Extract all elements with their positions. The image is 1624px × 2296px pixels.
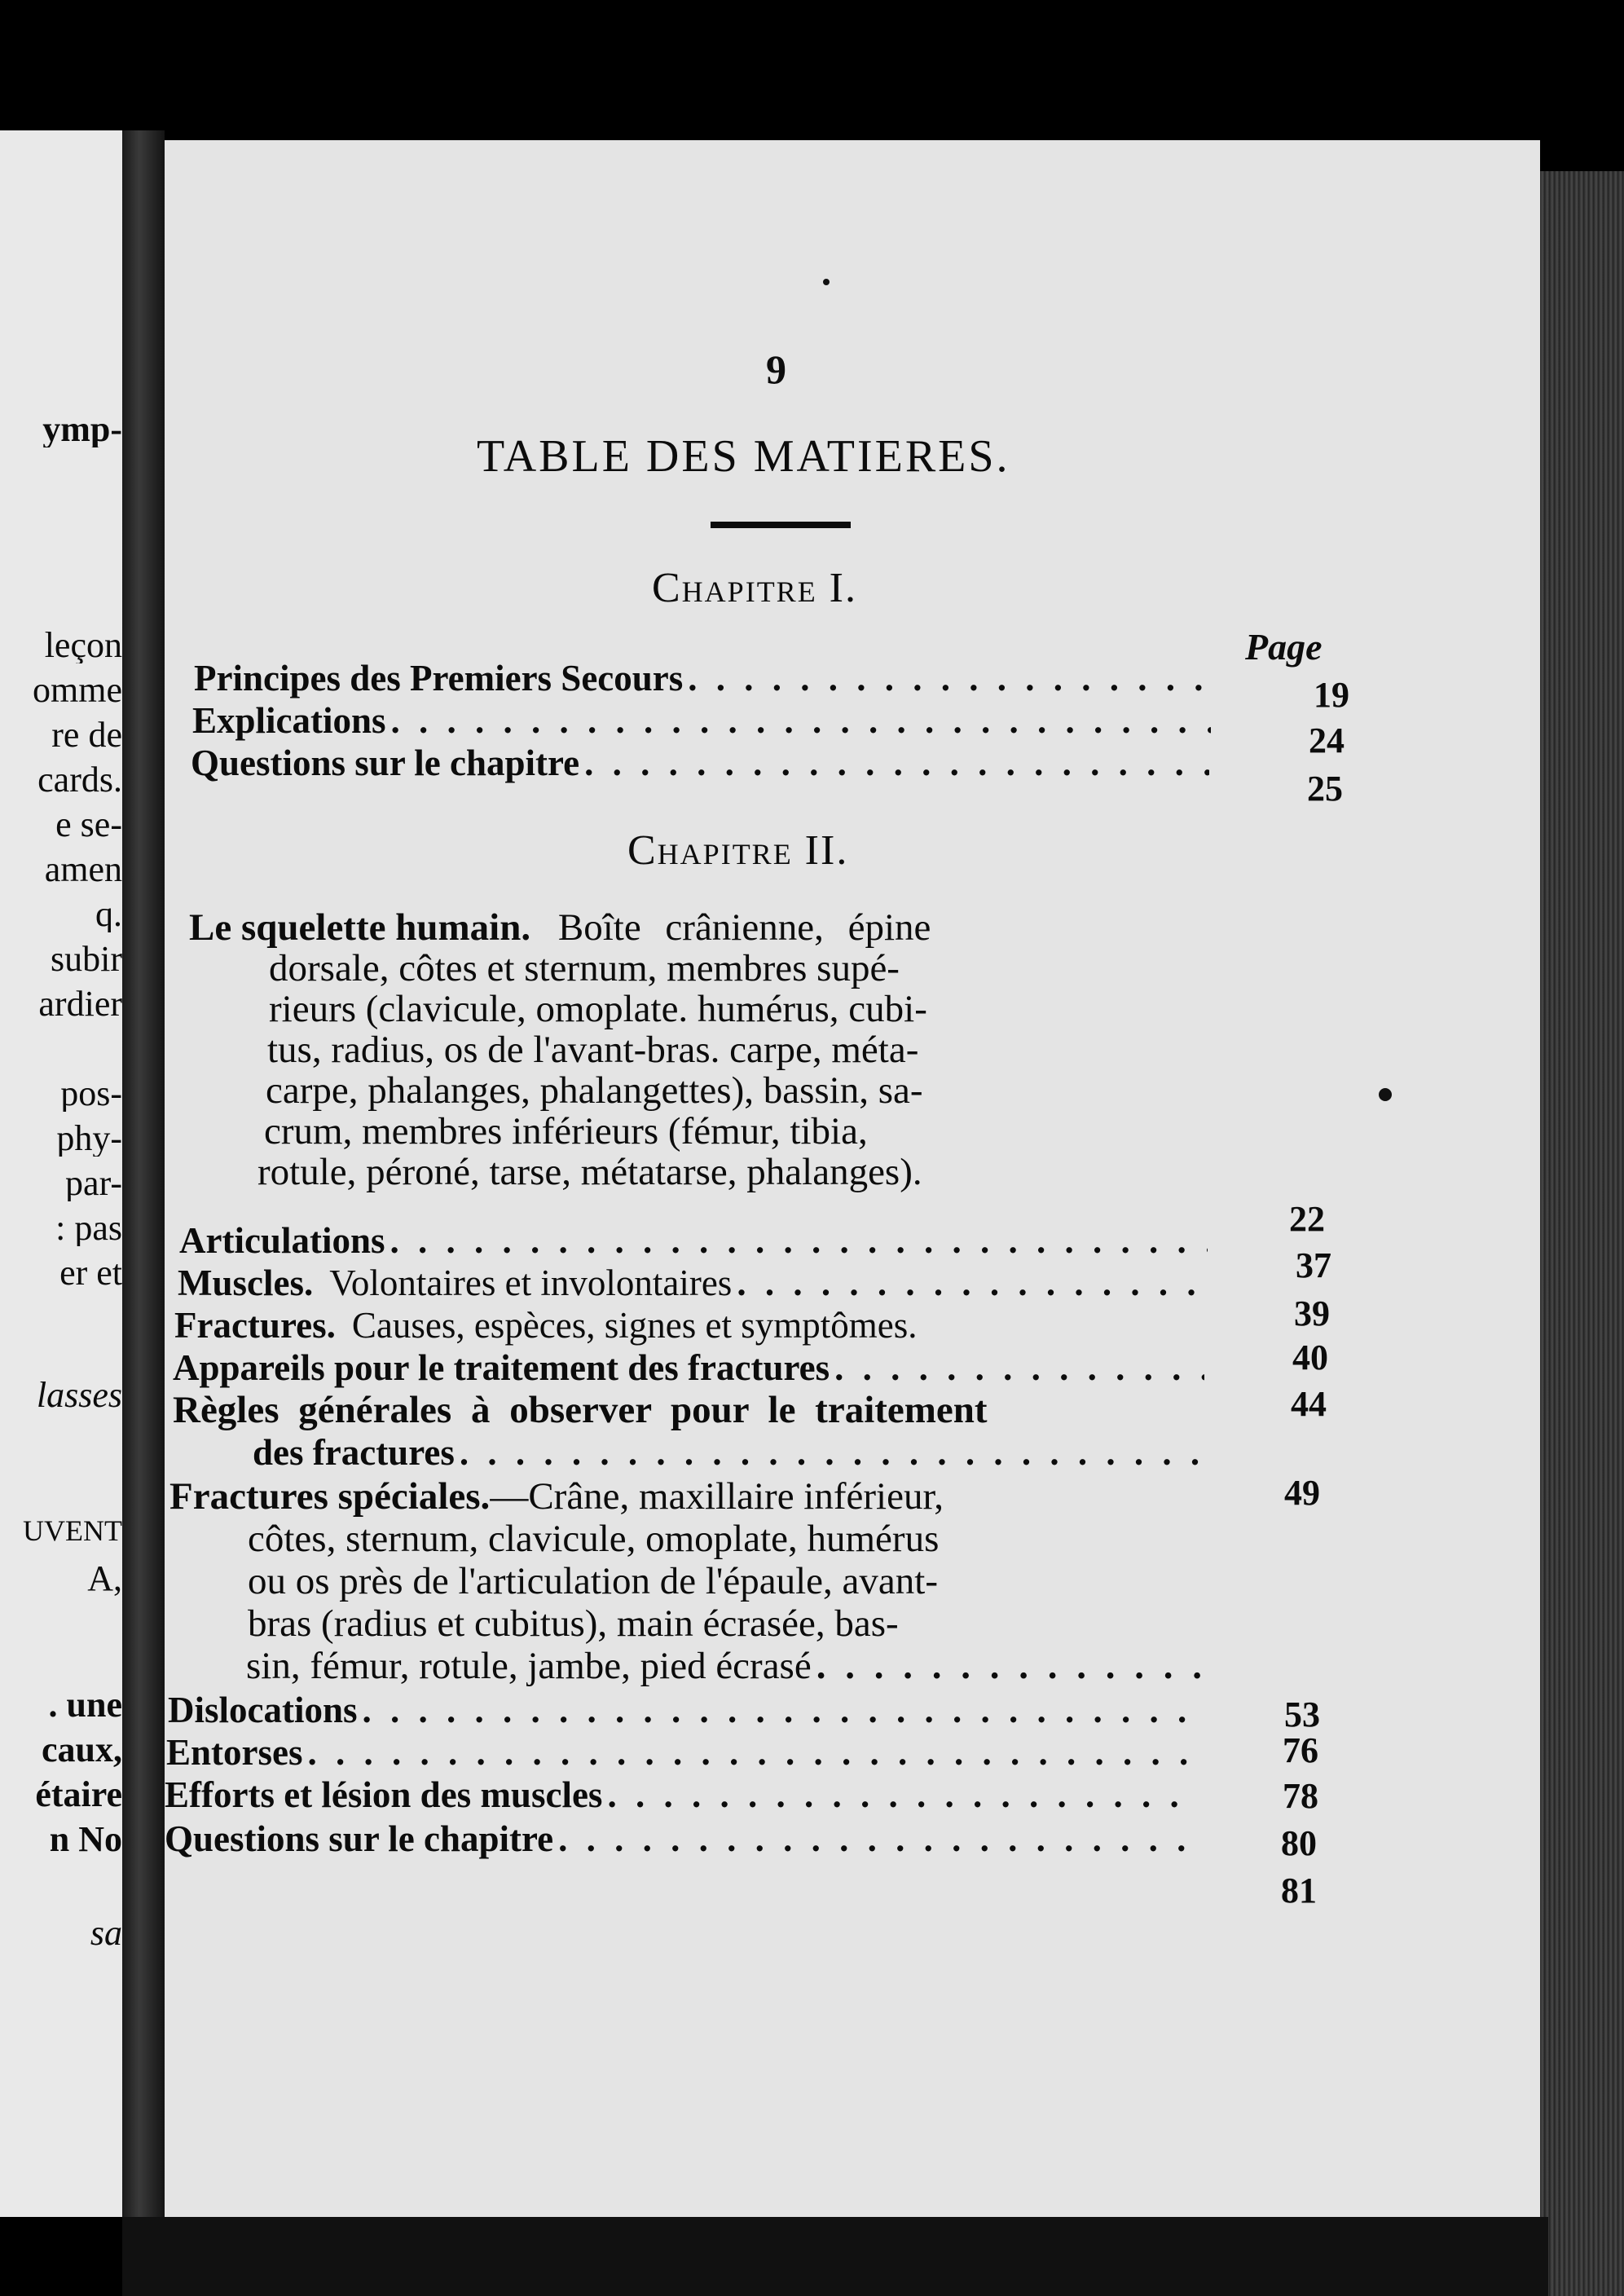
left-fragment: pos-	[60, 1076, 122, 1112]
toc-entry-title: Articulations	[179, 1220, 385, 1261]
toc-entry-page: 22	[1289, 1199, 1325, 1239]
toc-entry	[192, 699, 1211, 742]
title-rule	[711, 522, 851, 528]
toc-entry	[253, 1431, 1203, 1474]
left-fragment: lasses	[36, 1377, 122, 1413]
toc-entry-page: 80	[1281, 1823, 1317, 1863]
toc-entry	[178, 1262, 1206, 1304]
left-fragment: n No	[49, 1822, 122, 1858]
toc-entry-desc: Boîte crânienne, épine	[557, 906, 931, 949]
bottom-shadow	[122, 2217, 1548, 2296]
toc-entry-desc: sin, fémur, rotule, jambe, pied écrasé	[246, 1645, 812, 1687]
toc-entry-desc: dorsale, côtes et sternum, membres supé-	[269, 947, 900, 989]
toc-entry-title: Fractures spéciales.	[169, 1475, 491, 1518]
left-fragment: leçon	[44, 628, 122, 663]
toc-entry	[194, 657, 1212, 699]
toc-entry	[165, 1774, 1196, 1816]
toc-entry-title-line	[189, 906, 931, 949]
toc-entry-desc: rieurs (clavicule, omoplate. humérus, cubi-	[269, 988, 927, 1030]
toc-entry-page: 25	[1307, 769, 1343, 809]
left-fragment: amen	[44, 852, 122, 888]
page-title: TABLE DES MATIERES.	[477, 431, 1010, 482]
left-fragment: subir	[51, 941, 122, 977]
ink-speck	[823, 279, 830, 285]
toc-entry-title	[173, 1389, 988, 1431]
toc-entry-page: 39	[1294, 1293, 1330, 1333]
left-fragment: étaire	[35, 1777, 122, 1813]
toc-entry	[166, 1731, 1198, 1774]
left-fragment: ymp-	[42, 412, 122, 447]
page-edges	[1540, 171, 1624, 2296]
toc-entry-page: 76	[1283, 1730, 1318, 1770]
toc-entry-page: 44	[1291, 1384, 1327, 1424]
left-fragment: par-	[65, 1166, 122, 1201]
left-fragment: UVENT	[23, 1516, 122, 1545]
toc-entry-title-text: Règles générales à observer pour le traitement	[173, 1389, 988, 1431]
toc-entry-desc: Volontaires et involontaires	[329, 1263, 733, 1303]
toc-entry-desc: Causes, espèces, signes et symptômes.	[351, 1305, 918, 1346]
book-gutter	[122, 130, 165, 2217]
toc-entry-desc: bras (radius et cubitus), main écrasée, bas-	[248, 1602, 899, 1645]
toc-entry-page: 78	[1283, 1776, 1318, 1816]
chapter-2-heading: Chapitre II.	[627, 827, 849, 874]
toc-entry	[165, 1818, 1195, 1860]
toc-entry-title: Entorses	[166, 1732, 303, 1773]
toc-entry-page: 24	[1309, 721, 1345, 760]
toc-entry-title-line	[169, 1475, 944, 1518]
page-number: 9	[766, 346, 786, 392]
left-fragment: sa	[90, 1915, 122, 1951]
toc-entry-desc: crum, membres inférieurs (fémur, tibia,	[264, 1110, 868, 1152]
toc-entry-page: 81	[1281, 1871, 1317, 1910]
toc-entry-desc: côtes, sternum, clavicule, omoplate, humérus	[248, 1518, 940, 1560]
toc-entry-title: Le squelette humain.	[189, 906, 531, 949]
toc-entry-desc: rotule, péroné, tarse, métatarse, phalanges).	[257, 1151, 922, 1193]
toc-entry-page: 19	[1314, 675, 1349, 715]
left-fragment: re de	[51, 717, 122, 753]
toc-entry-desc: carpe, phalanges, phalangettes), bassin, sa-	[266, 1069, 923, 1112]
toc-entry-desc: —Crâne, maxillaire inférieur,	[490, 1475, 944, 1518]
toc-entry-title: Appareils pour le traitement des fractures	[173, 1347, 830, 1388]
toc-entry	[173, 1346, 1204, 1389]
toc-entry-title: Questions sur le chapitre	[191, 743, 580, 783]
toc-entry-title: Questions sur le chapitre	[165, 1818, 554, 1859]
toc-entry	[174, 1304, 1206, 1346]
toc-entry-title: Explications	[192, 700, 386, 741]
toc-entry-title: Efforts et lésion des muscles	[165, 1774, 603, 1815]
left-fragment: caux,	[42, 1732, 122, 1768]
toc-entry-page: 37	[1296, 1245, 1331, 1285]
left-fragment: omme	[33, 672, 122, 708]
toc-entry-page: 53	[1284, 1694, 1320, 1734]
toc-entry-page: 40	[1292, 1337, 1328, 1377]
toc-entry	[168, 1689, 1199, 1731]
toc-entry	[179, 1219, 1208, 1262]
toc-entry-title: Principes des Premiers Secours	[194, 658, 684, 698]
left-fragment: er et	[59, 1255, 122, 1291]
left-fragment: ardier	[38, 986, 122, 1022]
left-fragment: A,	[87, 1561, 122, 1597]
previous-page-fragment	[0, 130, 122, 2217]
page-column-label: Page	[1245, 626, 1323, 668]
left-fragment: phy-	[56, 1121, 122, 1157]
left-fragment: : pas	[55, 1210, 122, 1246]
left-fragment: cards.	[37, 762, 122, 798]
toc-entry-title: des fractures	[253, 1432, 455, 1473]
toc-entry-title: Muscles.	[178, 1263, 314, 1303]
left-fragment: q.	[95, 897, 122, 932]
chapter-1-heading: Chapitre I.	[652, 565, 857, 611]
toc-entry	[246, 1645, 1201, 1687]
ink-speck	[1379, 1088, 1392, 1101]
left-fragment: . une	[48, 1687, 122, 1723]
toc-entry-title: Dislocations	[168, 1690, 358, 1730]
toc-entry	[191, 742, 1209, 784]
toc-entry-desc: tus, radius, os de l'avant-bras. carpe, méta-	[267, 1029, 919, 1071]
toc-entry-title: Fractures.	[174, 1305, 336, 1346]
left-fragment: e se-	[55, 807, 122, 843]
toc-entry-desc: ou os près de l'articulation de l'épaule, avant-	[248, 1560, 938, 1602]
toc-entry-page: 49	[1284, 1473, 1320, 1513]
